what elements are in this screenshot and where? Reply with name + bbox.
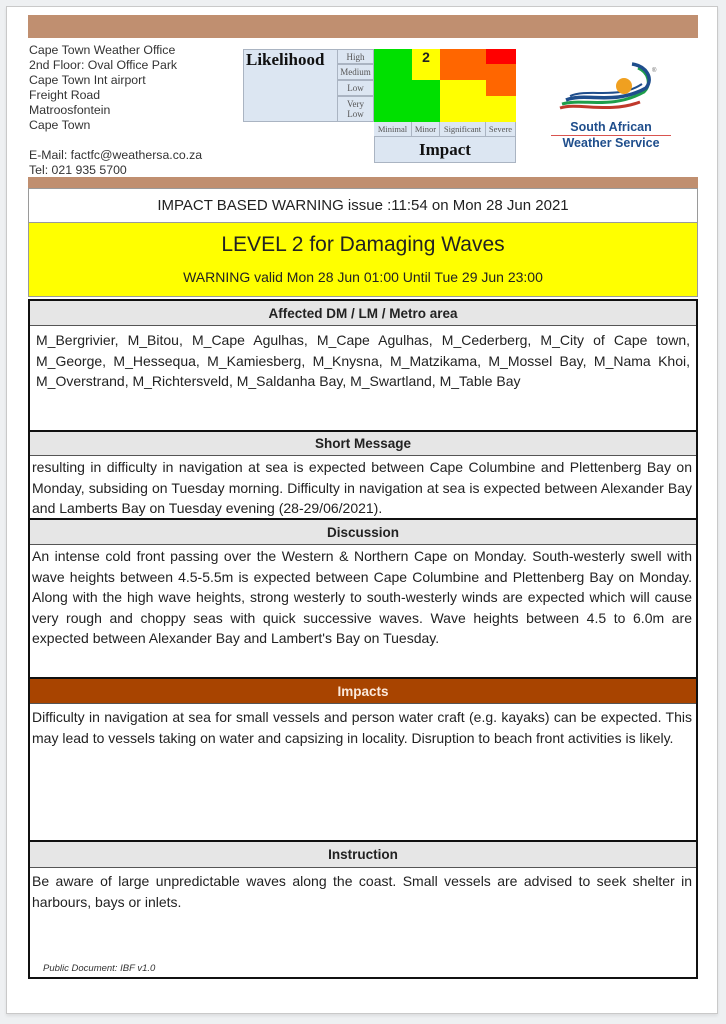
section-affected-area bbox=[28, 299, 698, 430]
risk-cell-high-significant bbox=[440, 49, 486, 64]
address-line: 2nd Floor: Oval Office Park bbox=[29, 58, 178, 72]
row-label-high: High bbox=[338, 49, 374, 64]
risk-cell-high-severe bbox=[486, 49, 516, 64]
risk-cell-medium-significant bbox=[440, 64, 486, 80]
risk-cell-very-low-severe bbox=[486, 96, 516, 122]
risk-cell-very-low-minor bbox=[412, 96, 440, 122]
impacts-text: Difficulty in navigation at sea for small vessels and person water craft (e.g. kayaks) can be expected. This may lead to vessels taking on water and capsizing in locality. Disruption to beach front activities is likely. bbox=[32, 709, 692, 746]
risk-cell-high-minimal bbox=[374, 49, 412, 64]
col-label-severe: Severe bbox=[486, 122, 516, 137]
warning-level-banner bbox=[28, 222, 698, 297]
instruction-text: Be aware of large unpredictable waves along the coast. Small vessels are advised to seek shelter in harbours, bays or inlets. bbox=[32, 873, 692, 910]
svg-text:®: ® bbox=[652, 68, 657, 74]
saws-logo-text bbox=[551, 120, 671, 151]
header-bottom-bar bbox=[28, 177, 698, 188]
header-decor-bar bbox=[28, 15, 698, 38]
risk-cell-very-low-significant bbox=[440, 96, 486, 122]
issue-timestamp: IMPACT BASED WARNING issue :11:54 on Mon 28 Jun 2021 bbox=[28, 188, 698, 222]
section-discussion bbox=[28, 518, 698, 677]
address-line: Freight Road bbox=[29, 88, 101, 102]
risk-cell-medium-minimal bbox=[374, 64, 412, 80]
risk-cell-very-low-minimal bbox=[374, 96, 412, 122]
col-label-minimal: Minimal bbox=[374, 122, 412, 137]
risk-cell-low-significant bbox=[440, 80, 486, 96]
risk-cell-low-minimal bbox=[374, 80, 412, 96]
address-line: Cape Town bbox=[29, 118, 91, 132]
impacts-heading: Impacts bbox=[30, 677, 696, 704]
row-label-medium: Medium bbox=[338, 64, 374, 80]
short-message-heading: Short Message bbox=[30, 430, 696, 456]
risk-cell-high-minor: 2 bbox=[412, 49, 440, 64]
document-footer-note: Public Document: IBF v1.0 bbox=[43, 963, 156, 974]
office-address bbox=[29, 43, 202, 178]
discussion-text: An intense cold front passing over the Western & Northern Cape on Monday. South-westerly swell with wave heights between 4.5-5.5m is expected between Cape Columbine and Plettenberg Bay on Monday. Along with the high wave heights, strong westerly to south-westerly winds are expected which will cause very rough and choppy seas with quick successive waves. Wave heights between 4.5 to 6.0m are expected between Alexander Bay and Lambert's Bay on Tuesday. bbox=[32, 548, 692, 646]
affected-area-heading: Affected DM / LM / Metro area bbox=[30, 299, 696, 326]
impact-title: Impact bbox=[374, 137, 516, 163]
instruction-heading: Instruction bbox=[30, 840, 696, 868]
section-short-message bbox=[28, 430, 698, 518]
warning-validity: WARNING valid Mon 28 Jun 01:00 Until Tue 29 Jun 23:00 bbox=[183, 269, 543, 285]
likelihood-title: Likelihood bbox=[246, 50, 325, 69]
office-email: E-Mail: factfc@weathersa.co.za bbox=[29, 148, 203, 162]
row-label-low: Low bbox=[338, 80, 374, 96]
col-label-minor: Minor bbox=[412, 122, 440, 137]
col-label-significant: Significant bbox=[440, 122, 486, 137]
short-message-text: resulting in difficulty in navigation at sea is expected between Cape Columbine and Plettenberg Bay on Monday, subsiding on Tuesday morning. Difficulty in navigation at sea is expected between Alexander Bay and Lamberts Bay on Tuesday evening (28-29/06/2021). bbox=[32, 459, 692, 516]
risk-cell-low-severe bbox=[486, 80, 516, 96]
likelihood-panel bbox=[243, 49, 338, 122]
section-impacts bbox=[28, 677, 698, 840]
affected-area-list: M_Bergrivier, M_Bitou, M_Cape Agulhas, M_Cape Agulhas, M_Cederberg, M_City of Cape town, M_George, M_Hessequa, M_Kamiesberg, M_Knysna, M_Matzikama, M_Mossel Bay, M_Nama Khoi, M_Overstrand, M_Richtersveld, M_Saldanha Bay, M_Swartland, M_Table Bay bbox=[36, 332, 690, 389]
address-line: Cape Town Int airport bbox=[29, 73, 146, 87]
row-label-very-low: Very Low bbox=[338, 96, 374, 122]
logo-line-1: South African bbox=[551, 120, 671, 136]
office-tel: Tel: 021 935 5700 bbox=[29, 163, 127, 177]
discussion-heading: Discussion bbox=[30, 518, 696, 545]
address-line: Cape Town Weather Office bbox=[29, 43, 176, 57]
risk-cell-low-minor bbox=[412, 80, 440, 96]
section-instruction bbox=[28, 840, 698, 979]
risk-cell-medium-minor bbox=[412, 64, 440, 80]
warning-level-title: LEVEL 2 for Damaging Waves bbox=[221, 233, 505, 256]
address-line: Matroosfontein bbox=[29, 103, 111, 117]
logo-line-2: Weather Service bbox=[562, 136, 660, 150]
risk-cell-medium-severe bbox=[486, 64, 516, 80]
